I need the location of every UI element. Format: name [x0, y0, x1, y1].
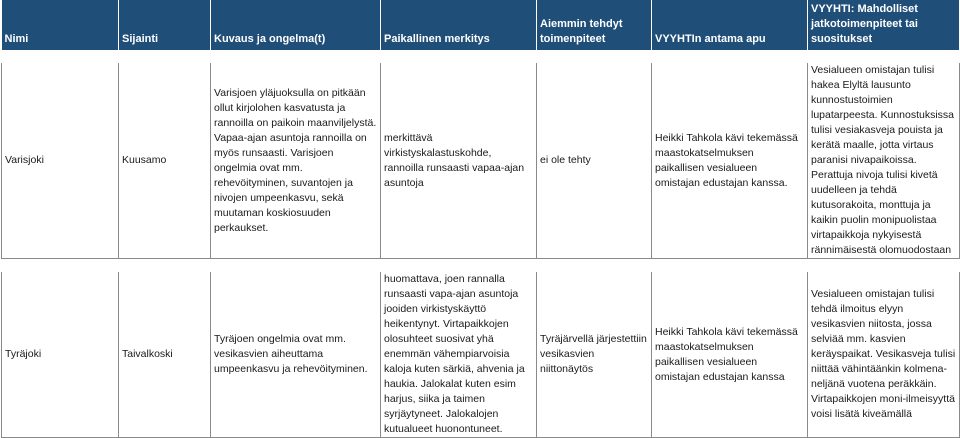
header-description: Kuvaus ja ongelma(t)	[211, 0, 381, 50]
header-location: Sijainti	[119, 0, 211, 50]
header-row	[2, 0, 960, 50]
cell-significance: huomattava, joen rannalla runsaasti vapa-ajan asuntoja jooiden virkistyskäyttö heikentynyt. Virtapaikkojen olosuhteet suosivat yhä enemmän vähempiarvoisia kaloja kuten särkiä, ahvenia ja haukia. Jalokalat kuten esim harjus, siika ja taimen syrjäytyneet. Jalokalojen kutualueet huonontuneet.	[381, 272, 537, 438]
header-vyyhti-help: VYYHTIn antama apu	[652, 0, 808, 50]
cell-significance: merkittävä virkistyskalastuskohde, rannoilla runsaasti vapaa-ajan asuntoja	[381, 63, 537, 259]
cell-vyyhti-help: Heikki Tahkola kävi tekemässä maastokatselmuksen paikallisen vesialueen omistajan edustajan kanssa	[652, 272, 808, 438]
row-gap	[2, 259, 960, 273]
header-significance: Paikallinen merkitys	[381, 0, 537, 50]
table-row	[2, 63, 960, 259]
cell-description: Varisjoen yläjuoksulla on pitkään ollut kirjolohen kasvatusta ja rannoilla on paikoin maanviljelystä. Vapaa-ajan asuntoja rannoilla on myös runsaasti. Varisjoen ongelmia ovat mm. rehevöityminen, suvantojen ja nivojen umpeenkasvu, sekä muutaman koskiosuuden perkaukset.	[211, 63, 381, 259]
cell-name: Tyräjoki	[2, 272, 119, 438]
cell-location: Kuusamo	[119, 63, 211, 259]
table-row	[2, 272, 960, 438]
cell-location: Taivalkoski	[119, 272, 211, 438]
cell-vyyhti-help: Heikki Tahkola kävi tekemässä maastokatselmuksen paikallisen vesialueen omistajan edustajan kanssa.	[652, 63, 808, 259]
cell-previous-actions: ei ole tehty	[537, 63, 652, 259]
water-body-table	[1, 0, 960, 438]
header-previous-actions: Aiemmin tehdyt toimenpiteet	[537, 0, 652, 50]
cell-description: Tyräjoen ongelmia ovat mm. vesikasvien aiheuttama umpeenkasvu ja rehevöityminen.	[211, 272, 381, 438]
cell-previous-actions: Tyräjärvellä järjestettiin vesikasvien niittonäytös	[537, 272, 652, 438]
header-gap	[2, 50, 960, 63]
cell-name: Varisjoki	[2, 63, 119, 259]
header-name: Nimi	[2, 0, 119, 50]
cell-recommendations: Vesialueen omistajan tulisi tehdä ilmoitus elyyn vesikasvien niitosta, jossa selviää mm. kasvien keräyspaikat. Vesikasveja tulisi niittää vähintäänkin kolmena-neljänä vuotena peräkkäin. Virtapaikkojen moni-ilmeisyyttä voisi lisätä kiveämällä	[808, 272, 960, 438]
cell-recommendations: Vesialueen omistajan tulisi hakea Elyltä lausunto kunnostustoimien lupatarpeesta. Kunnostuksissa tulisi vesiakasveja pouista ja kerätä maalle, jotta virtaus paranisi nivapaikoissa. Perattuja nivoja tulisi kivetä uudelleen ja tehdä kutusorakoita, monttuja ja kaikin puolin monipuolistaa virtapaikkoja nykyisestä rännimäisestä olomuodostaan	[808, 63, 960, 259]
header-recommendations: VYYHTI: Mahdolliset jatkotoimenpiteet tai suositukset	[808, 0, 960, 50]
